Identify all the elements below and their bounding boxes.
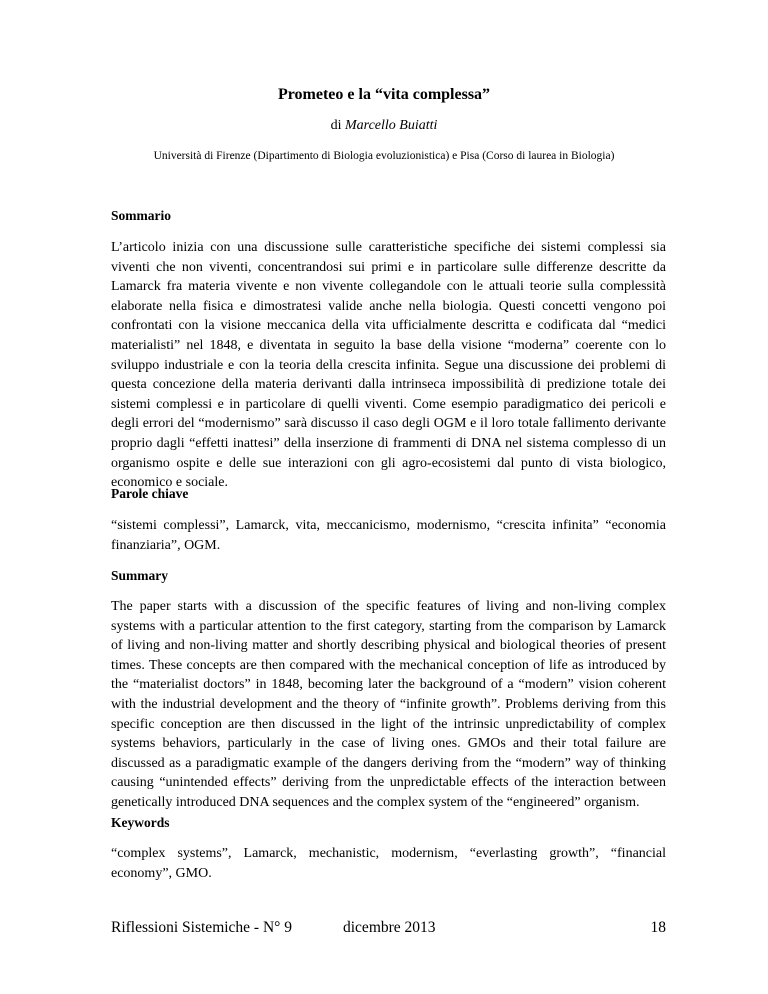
parole-chiave-text: “sistemi complessi”, Lamarck, vita, meccanicismo, modernismo, “crescita infinita” “economia finanziaria”, OGM. bbox=[111, 518, 666, 553]
summary-heading: Summary bbox=[111, 568, 168, 583]
keywords-text: “complex systems”, Lamarck, mechanistic, modernism, “everlasting growth”, “financial economy”, GMO. bbox=[111, 846, 666, 881]
byline bbox=[0, 116, 768, 136]
author-affiliation: Università di Firenze (Dipartimento di Biologia evoluzionistica) e Pisa (Corso di laurea in Biologia) bbox=[153, 150, 615, 162]
summary-text: The paper starts with a discussion of the specific features of living and non-living complex systems with a particular attention to the first category, starting from the comparison by Lamarck of living and non-living matter and shortly describing physical and biological theories of present times. These concepts are then compared with the mechanical conception of life as introduced by the “materialist doctors” in 1848, becoming later the background of a “modern” vision coherent with the industrial development and the theory of “infinite growth”. Problems deriving from this specific conception are then discussed in the light of the intrinsic unpredictability of complex systems behaviors, particularly in the case of living ones. GMOs and their total failure are discussed as a paradigmatic example of the dangers deriving from the “modern” way of thinking causing “unintended effects” deriving from the unpredictable effects of the interaction between genetically introduced DNA sequences and the complex system of the “engineered” organism. bbox=[111, 599, 666, 810]
sommario-heading: Sommario bbox=[111, 208, 171, 223]
byline-prefix: di bbox=[330, 118, 345, 133]
keywords-heading: Keywords bbox=[111, 815, 170, 830]
issue-date: dicembre 2013 bbox=[343, 919, 436, 936]
page-footer bbox=[111, 917, 666, 941]
paper-title: Prometeo e la “vita complessa” bbox=[277, 86, 491, 103]
page-number: 18 bbox=[650, 919, 666, 936]
journal-name: Riflessioni Sistemiche - N° 9 bbox=[111, 919, 292, 936]
parole-chiave-heading: Parole chiave bbox=[111, 486, 189, 501]
author-name: Marcello Buiatti bbox=[344, 118, 438, 133]
sommario-text: L’articolo inizia con una discussione sulle caratteristiche specifiche dei sistemi complessi sia viventi che non viventi, concentrandosi sui primi e in particolare sulle differenze descritte da Lamarck fra materia vivente e non vivente collegandole con le attuali teorie sulla complessità elaborate nella fisica e dimostratesi valide anche nella biologia. Questi concetti vengono poi confrontati con la visione meccanica della vita ufficialmente descritta e codificata dal “medici materialisti” nel 1848, e diventata in seguito la base della visione “moderna” coerente con lo sviluppo industriale e con la teoria della crescita infinita. Segue una discussione dei problemi di questa concezione della materia derivanti dalla intrinseca impossibilità di predizione totale dei sistemi complessi e in particolare di quelli viventi. Come esempio paradigmatico dei pericoli e degli errori del “modernismo” sarà discusso il caso degli OGM e il loro totale fallimento derivante proprio dagli “effetti inattesi” della inserzione di frammenti di DNA nel sistema complesso di un organismo ospite e delle sue interazioni con gli agro-ecosistemi dal punto di vista biologico, economico e sociale. bbox=[111, 240, 666, 491]
